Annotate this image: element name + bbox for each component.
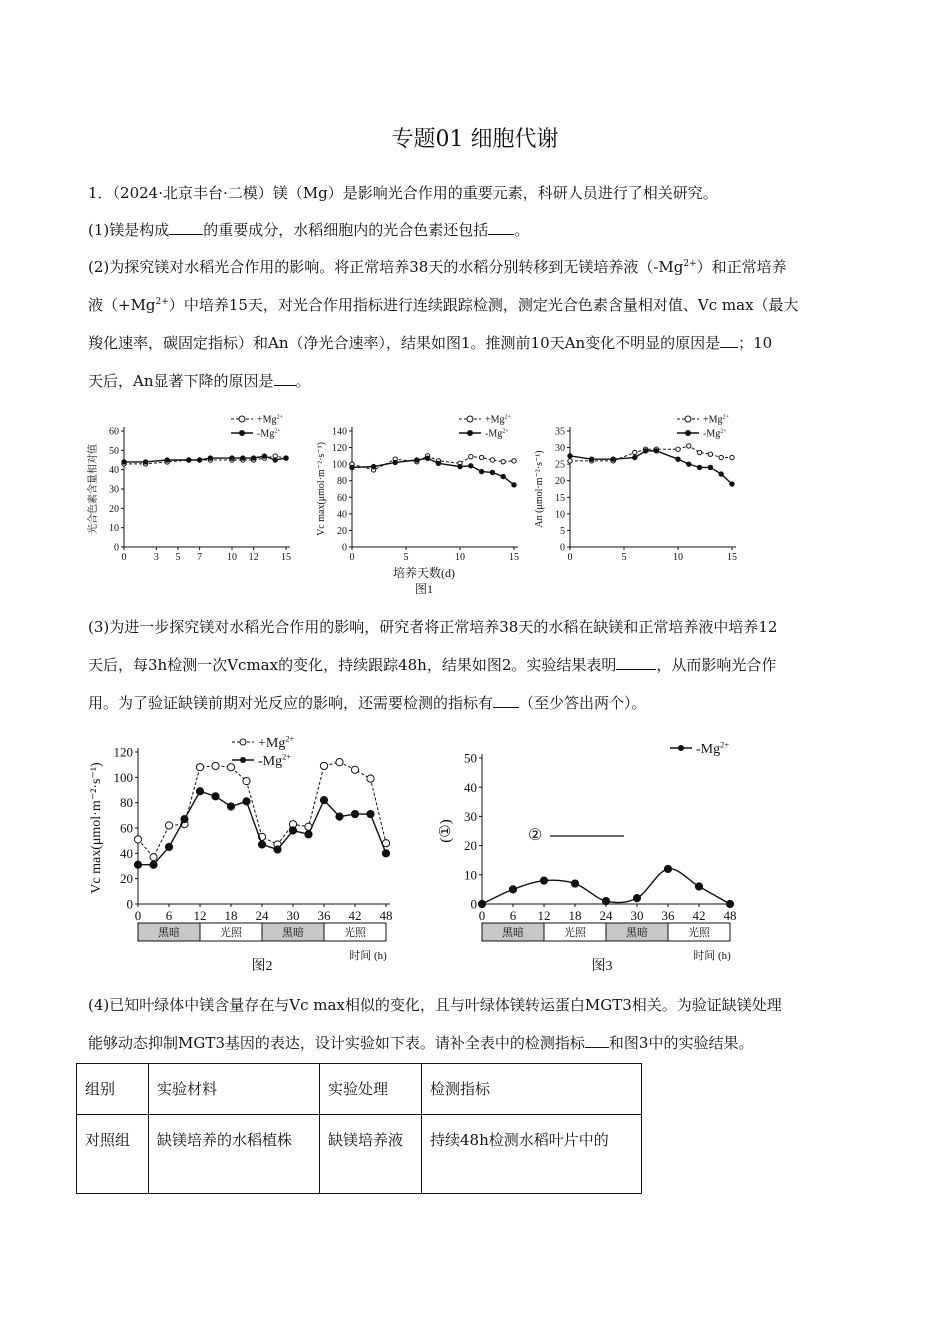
legend-marker-plus-mg: [239, 416, 245, 422]
experiment-table: [76, 1063, 642, 1194]
light-dark-bar-label: 光照: [220, 927, 242, 939]
data-point-minus-mg: [719, 472, 723, 476]
data-point-minus-mg: [490, 470, 494, 474]
answer-blank[interactable]: [274, 371, 296, 386]
data-point-minus-mg: [227, 803, 234, 810]
data-point-minus-mg: [181, 816, 188, 823]
data-point-minus-mg: [243, 798, 250, 805]
x-axis-label: 时间 (h): [693, 950, 731, 962]
data-point-plus-mg: [367, 775, 374, 782]
legend-marker-minus-mg: [239, 430, 245, 436]
question-part4: (4)已知叶绿体中镁含量存在与Vc max相似的变化，且与叶绿体镁转运蛋白MGT3相关。为验证缺镁处理 能够动态抑制MGT3基因的表达，设计实验如下表。请补全表中的检测指标 和图3中的实验结果。: [88, 996, 782, 1052]
x-tick-label: 42: [348, 908, 362, 923]
x-tick-label: 0: [121, 552, 127, 563]
legend-marker-minus-mg: [678, 745, 684, 751]
data-point-minus-mg: [208, 456, 212, 460]
question-part3: (3)为进一步探究镁对水稻光合作用的影响，研究者将正常培养38天的水稻在缺镁和正常培养液中培养12 天后，每3h检测一次Vcmax的变化，持续跟踪48h，结果如图2。实验结果表明 ，从而影响光合作 用。为了验证缺镁前期对光反应的影响，还需要检测的指标有 （至少答出两个）。: [88, 618, 778, 712]
x-tick-label: 0: [478, 908, 486, 923]
y-tick-label: 120: [113, 744, 133, 760]
y-tick-label: 50: [109, 445, 119, 457]
data-point-minus-mg: [633, 895, 640, 902]
y-tick-label: 120: [332, 443, 347, 455]
data-point-plus-mg: [687, 444, 691, 448]
data-point-plus-mg: [351, 766, 358, 773]
data-point-minus-mg: [382, 850, 389, 857]
data-point-minus-mg: [726, 900, 733, 907]
answer-blank[interactable]: [616, 655, 656, 670]
y-tick-label: 20: [337, 525, 347, 537]
data-point-minus-mg: [196, 788, 203, 795]
data-point-minus-mg: [251, 456, 255, 460]
legend-label-minus-mg: $-Mg^{2+}$: [485, 428, 509, 440]
data-point-minus-mg: [479, 469, 483, 473]
data-point-minus-mg: [289, 827, 296, 834]
y-tick-label: 20: [109, 503, 119, 515]
x-tick-label: 0: [567, 552, 573, 563]
y-tick-label: 10: [109, 523, 119, 535]
legend-label-minus-mg: $-Mg^{2+}$: [257, 428, 281, 440]
blank-label: ②: [528, 827, 543, 844]
y-tick-label: 25: [555, 459, 565, 471]
legend-label-plus-mg: $+Mg^{2+}$: [258, 734, 295, 751]
x-tick-label: 3: [153, 552, 159, 563]
data-point-plus-mg: [479, 455, 483, 459]
data-point-minus-mg: [212, 793, 219, 800]
x-tick-label: 10: [455, 552, 465, 563]
y-tick-label: 10: [464, 867, 477, 883]
x-tick-label: 36: [661, 908, 675, 923]
data-point-minus-mg: [350, 465, 354, 469]
x-tick-label: 24: [599, 908, 613, 923]
data-point-minus-mg: [367, 810, 374, 817]
y-tick-label: 40: [337, 509, 347, 521]
light-dark-bar-label: 光照: [564, 927, 586, 939]
data-point-plus-mg: [150, 854, 157, 861]
data-point-plus-mg: [501, 459, 505, 463]
data-point-minus-mg: [540, 877, 547, 884]
data-point-minus-mg: [643, 449, 647, 453]
x-tick-label: 30: [630, 908, 644, 923]
data-point-plus-mg: [336, 759, 343, 766]
series-line-plus-mg: [352, 456, 514, 470]
data-point-minus-mg: [436, 461, 440, 465]
x-tick-label: 12: [248, 552, 259, 563]
y-tick-label: 30: [109, 484, 119, 496]
table-cell: 缺镁培养液: [320, 1115, 422, 1194]
data-point-minus-mg: [676, 457, 680, 461]
y-tick-label: 80: [120, 795, 133, 811]
data-point-plus-mg: [708, 452, 712, 456]
answer-blank[interactable]: [585, 1033, 609, 1048]
data-point-minus-mg: [512, 483, 516, 487]
y-tick-label: 60: [337, 492, 347, 504]
data-point-plus-mg: [320, 762, 327, 769]
legend-label-plus-mg: $+Mg^{2+}$: [703, 414, 729, 426]
x-tick-label: 10: [227, 552, 237, 563]
data-point-plus-mg: [730, 455, 734, 459]
data-point-plus-mg: [227, 764, 234, 771]
data-point-minus-mg: [633, 455, 637, 459]
figure1-xlabel: 培养天数(d): [393, 566, 455, 580]
data-point-minus-mg: [695, 883, 702, 890]
y-tick-label: 30: [555, 443, 565, 455]
y-tick-label: 50: [464, 750, 477, 766]
figure3: [432, 730, 762, 980]
data-point-minus-mg: [469, 464, 473, 468]
y-tick-label: 100: [113, 769, 133, 785]
x-tick-label: 18: [224, 908, 238, 923]
x-tick-label: 24: [255, 908, 269, 923]
y-tick-label: 20: [120, 871, 133, 887]
x-tick-label: 15: [727, 552, 737, 563]
data-point-minus-mg: [589, 457, 593, 461]
legend-marker-plus-mg: [685, 416, 691, 422]
data-point-minus-mg: [230, 456, 234, 460]
table-cell: 持续48h检测水稻叶片中的: [422, 1115, 642, 1194]
data-point-minus-mg: [415, 458, 419, 462]
light-dark-bar-label: 黑暗: [626, 927, 648, 939]
data-point-minus-mg: [274, 846, 281, 853]
legend-marker-minus-mg: [467, 430, 473, 436]
y-tick-label: 0: [342, 542, 347, 554]
data-point-minus-mg: [241, 456, 245, 460]
data-point-minus-mg: [730, 482, 734, 486]
table-header: 组别: [77, 1064, 149, 1115]
y-tick-label: 0: [126, 896, 133, 912]
figure2-caption: 图2: [251, 959, 273, 974]
x-tick-label: 48: [723, 908, 737, 923]
series-line-minus-mg: [138, 791, 386, 864]
y-axis-label: 光合色素含量相对值: [88, 444, 99, 534]
data-point-plus-mg: [212, 762, 219, 769]
legend-marker-plus-mg: [240, 739, 246, 745]
data-point-minus-mg: [165, 843, 172, 850]
data-point-minus-mg: [501, 474, 505, 478]
x-tick-label: 7: [197, 552, 203, 563]
data-point-minus-mg: [687, 462, 691, 466]
data-point-minus-mg: [134, 861, 141, 868]
table-row: [77, 1115, 642, 1194]
data-point-plus-mg: [676, 447, 680, 451]
x-tick-label: 10: [673, 552, 683, 563]
figure2: [82, 730, 412, 980]
figure1: [80, 405, 760, 600]
data-point-minus-mg: [258, 841, 265, 848]
x-tick-label: 15: [509, 552, 519, 563]
data-point-minus-mg: [320, 797, 327, 804]
data-point-minus-mg: [654, 449, 658, 453]
data-point-minus-mg: [664, 865, 671, 872]
legend-marker-minus-mg: [240, 757, 246, 763]
x-tick-label: 12: [193, 908, 207, 923]
y-tick-label: 20: [555, 476, 565, 488]
data-point-minus-mg: [708, 465, 712, 469]
data-point-plus-mg: [490, 458, 494, 462]
y-tick-label: 15: [555, 492, 565, 504]
data-point-minus-mg: [393, 460, 397, 464]
x-axis-label: 时间 (h): [349, 950, 387, 962]
light-dark-bar-label: 黑暗: [502, 927, 524, 939]
question-intro: 1．（2024·北京丰台·二模）镁（Mg）是影响光合作用的重要元素，科研人员进行了相关研究。: [88, 184, 718, 202]
series-line-minus-mg: [352, 458, 514, 485]
x-tick-label: 48: [379, 908, 393, 923]
x-tick-label: 0: [349, 552, 355, 563]
data-point-plus-mg: [134, 836, 141, 843]
y-tick-label: 0: [114, 542, 119, 554]
data-point-plus-mg: [568, 459, 572, 463]
data-point-minus-mg: [165, 458, 169, 462]
light-dark-bar-label: 光照: [344, 927, 366, 939]
x-tick-label: 30: [286, 908, 300, 923]
data-point-plus-mg: [633, 450, 637, 454]
x-tick-label: 0: [134, 908, 142, 923]
legend-label-plus-mg: $+Mg^{2+}$: [257, 414, 283, 426]
y-tick-label: 0: [470, 896, 477, 912]
answer-blank[interactable]: [720, 333, 738, 348]
figure3-caption: 图3: [591, 959, 613, 974]
data-point-minus-mg: [150, 861, 157, 868]
data-point-minus-mg: [143, 460, 147, 464]
x-tick-label: 15: [281, 552, 291, 563]
data-point-minus-mg: [371, 464, 375, 468]
x-tick-label: 6: [165, 908, 173, 923]
data-point-minus-mg: [197, 458, 201, 462]
y-tick-label: 60: [120, 820, 133, 836]
data-point-minus-mg: [351, 810, 358, 817]
data-point-plus-mg: [719, 455, 723, 459]
data-point-minus-mg: [571, 880, 578, 887]
y-tick-label: 140: [332, 426, 347, 438]
data-point-minus-mg: [568, 454, 572, 458]
page-title: 专题01 细胞代谢: [391, 127, 559, 152]
data-point-minus-mg: [284, 456, 288, 460]
legend-label-plus-mg: $+Mg^{2+}$: [485, 414, 511, 426]
table-header: 检测指标: [422, 1064, 642, 1115]
data-point-plus-mg: [243, 778, 250, 785]
y-tick-label: 10: [555, 509, 565, 521]
y-axis-label: Vc max(μmol·m⁻²·s⁻¹): [316, 442, 327, 536]
table-header: 实验处理: [320, 1064, 422, 1115]
data-point-plus-mg: [697, 450, 701, 454]
y-tick-label: 0: [560, 542, 565, 554]
table-cell: 对照组: [77, 1115, 149, 1194]
answer-blank[interactable]: [488, 220, 514, 235]
x-tick-label: 5: [621, 552, 627, 563]
x-tick-label: 12: [537, 908, 551, 923]
light-dark-bar-label: 黑暗: [282, 927, 304, 939]
y-axis-label: An (μmol·m⁻²·s⁻¹): [534, 450, 545, 528]
legend-label-minus-mg: $-Mg^{2+}$: [696, 740, 730, 757]
data-point-plus-mg: [196, 764, 203, 771]
y-tick-label: 100: [332, 459, 347, 471]
data-point-minus-mg: [697, 465, 701, 469]
light-dark-bar-label: 黑暗: [158, 927, 180, 939]
data-point-plus-mg: [512, 459, 516, 463]
light-dark-bar-label: 光照: [688, 927, 710, 939]
data-point-minus-mg: [458, 464, 462, 468]
data-point-minus-mg: [611, 457, 615, 461]
x-tick-label: 5: [403, 552, 409, 563]
x-tick-label: 42: [692, 908, 706, 923]
data-point-plus-mg: [165, 822, 172, 829]
answer-blank[interactable]: [493, 693, 519, 708]
table-header: 实验材料: [149, 1064, 320, 1115]
data-point-minus-mg: [305, 831, 312, 838]
y-tick-label: 60: [109, 426, 119, 438]
data-point-minus-mg: [425, 456, 429, 460]
data-point-minus-mg: [478, 900, 485, 907]
y-tick-label: 40: [120, 845, 133, 861]
figure1-caption: 图1: [414, 582, 434, 596]
y-tick-label: 20: [464, 838, 477, 854]
data-point-plus-mg: [469, 454, 473, 458]
y-tick-label: 30: [464, 808, 477, 824]
x-tick-label: 18: [568, 908, 582, 923]
y-tick-label: 35: [555, 426, 565, 438]
table-header-row: [77, 1064, 642, 1115]
y-axis-label: (①): [438, 819, 454, 843]
y-tick-label: 5: [560, 525, 565, 537]
data-point-minus-mg: [273, 458, 277, 462]
x-tick-label: 5: [175, 552, 181, 563]
data-point-minus-mg: [122, 460, 126, 464]
legend-label-minus-mg: $-Mg^{2+}$: [703, 428, 727, 440]
y-tick-label: 40: [109, 465, 119, 477]
series-line-minus-mg: [570, 451, 732, 484]
y-tick-label: 80: [337, 476, 347, 488]
data-point-minus-mg: [187, 458, 191, 462]
question-part2: (2)为探究镁对水稻光合作用的影响。将正常培养38天的水稻分别转移到无镁培养液$(-Mg^{2+})$和正常培养 液$(+Mg^{2+})$中培养15天，对光合作用指标进行连续跟踪检测，测定光合色素含量相对值、Vc max（最大 羧化速率，碳固定指标）和An（净光合速率），结果如图1。推测前10天An变化不明显的原因是 ；10 天后，An显著下降的原因是 。: [88, 258, 799, 390]
data-point-minus-mg: [509, 886, 516, 893]
y-tick-label: 40: [464, 779, 477, 795]
legend-label-minus-mg: $-Mg^{2+}$: [258, 752, 292, 769]
question-part1: (1)镁是构成 的重要成分，水稻细胞内的光合色素还包括 。: [88, 221, 530, 239]
x-tick-label: 36: [317, 908, 331, 923]
x-tick-label: 6: [509, 908, 517, 923]
answer-blank[interactable]: [169, 220, 203, 235]
legend-marker-minus-mg: [685, 430, 691, 436]
data-point-minus-mg: [602, 897, 609, 904]
data-point-minus-mg: [262, 454, 266, 458]
y-axis-label: Vc max(μmol·m⁻²·s⁻¹): [89, 762, 104, 894]
legend-marker-plus-mg: [467, 416, 473, 422]
table-cell: 缺镁培养的水稻植株: [149, 1115, 320, 1194]
data-point-minus-mg: [336, 813, 343, 820]
